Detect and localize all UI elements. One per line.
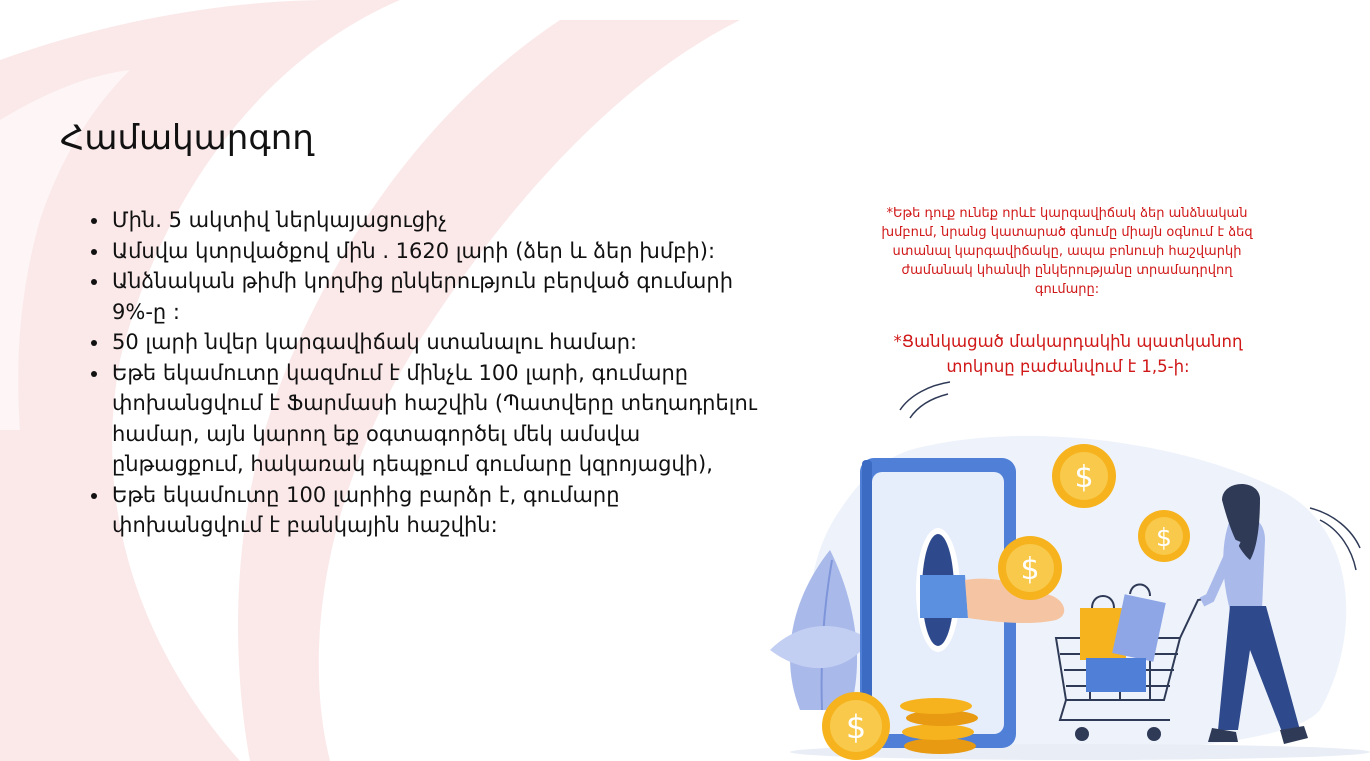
svg-text:$: $ — [1020, 552, 1040, 587]
dollar-coin-icon — [998, 536, 1062, 600]
dollar-coin-icon — [1052, 444, 1116, 508]
svg-text:$: $ — [1074, 460, 1094, 495]
list-item: • Մին. 5 ակտիվ ներկայացուցիչ — [110, 205, 760, 236]
list-item: • Եթե եկամուտը 100 լարիից բարձր է, գումարը փոխանցվում է բանկային հաշվին: — [110, 480, 760, 541]
list-item: • Եթե եկամուտը կազմում է մինչև 100 լարի, գումարը փոխանցվում է Ֆարմասի հաշվին (Պատվերը տեղադրելու համար, այն կարող եք օգտագործել մեկ ամսվա ընթացքում, հակառակ դեպքում գումարը կզրոյացվի), — [110, 358, 760, 480]
list-item: • Ամսվա կտրվածքով մին . 1620 լարի (ձեր և ձեր խմբի): — [110, 236, 760, 267]
dollar-coin-icon — [1138, 510, 1190, 562]
svg-text:$: $ — [1156, 523, 1172, 552]
svg-text:$: $ — [845, 708, 867, 746]
bullet-list — [80, 205, 760, 541]
dollar-coin-icon — [822, 692, 890, 760]
list-item: • Անձնական թիմի կողմից ընկերություն բերված գումարի 9%-ը : — [110, 266, 760, 327]
footnote-status-note: *Եթե դուք ունեք որևէ կարգավիճակ ձեր անձնական խմբում, նրանց կատարած գնումը միայն օգնում է ձեզ ստանալ կարգավիճակը, ապա բոնուսի հաշվարկի ժամանակ կհանվի ընկերությանը տրամադրվող գումարը: — [881, 206, 1253, 297]
footnote-percentage-note: *Ցանկացած մակարդակին պատկանող տոկոսը բաժանվում է 1,5-ի: — [893, 332, 1243, 376]
slide-title: Համակարգող — [60, 118, 314, 158]
list-item: • 50 լարի նվեր կարգավիճակ ստանալու համար: — [110, 327, 760, 358]
payment-illustration — [760, 380, 1370, 761]
